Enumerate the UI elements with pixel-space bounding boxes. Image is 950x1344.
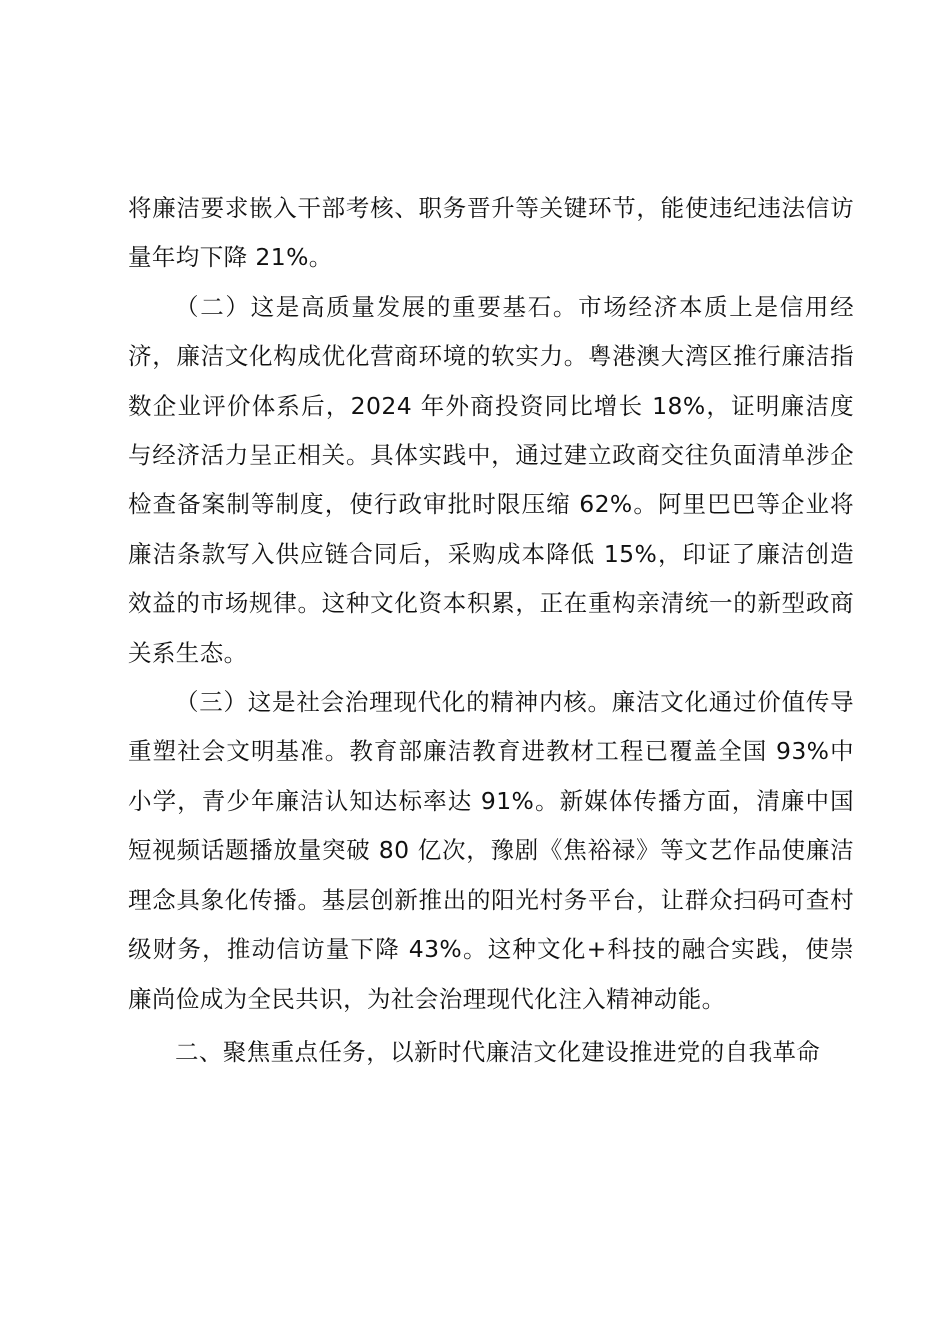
paragraph-economic-foundation: （二）这是高质量发展的重要基石。市场经济本质上是信用经济，廉洁文化构成优化营商环境的软实力。粤港澳大湾区推行廉洁指数企业评价体系后，2024 年外商投资同比增长 18%，证明廉洁度与经济活力呈正相关。具体实践中，通过建立政商交往负面清单涉企检查备案制等制度，使行政审批时限压缩 62%。阿里巴巴等企业将廉洁条款写入供应链合同后，采购成本降低 15%，印证了廉洁创造效益的市场规律。这种文化资本积累，正在重构亲清统一的新型政商关系生态。 <box>128 292 854 667</box>
paragraph-continued: 将廉洁要求嵌入干部考核、职务晋升等关键环节，能使违纪违法信访量年均下降 21%。 <box>128 194 854 272</box>
document-body <box>128 184 854 1077</box>
paragraph-social-governance: （三）这是社会治理现代化的精神内核。廉洁文化通过价值传导重塑社会文明基准。教育部廉洁教育进教材工程已覆盖全国 93%中小学，青少年廉洁认知达标率达 91%。新媒体传播方面，清廉中国短视频话题播放量突破 80 亿次，豫剧《焦裕禄》等文艺作品使廉洁理念具象化传播。基层创新推出的阳光村务平台，让群众扫码可查村级财务，推动信访量下降 43%。这种文化+科技的融合实践，使崇廉尚俭成为全民共识，为社会治理现代化注入精神动能。 <box>128 688 854 1013</box>
section-heading: 二、聚焦重点任务，以新时代廉洁文化建设推进党的自我革命 <box>175 1037 821 1066</box>
